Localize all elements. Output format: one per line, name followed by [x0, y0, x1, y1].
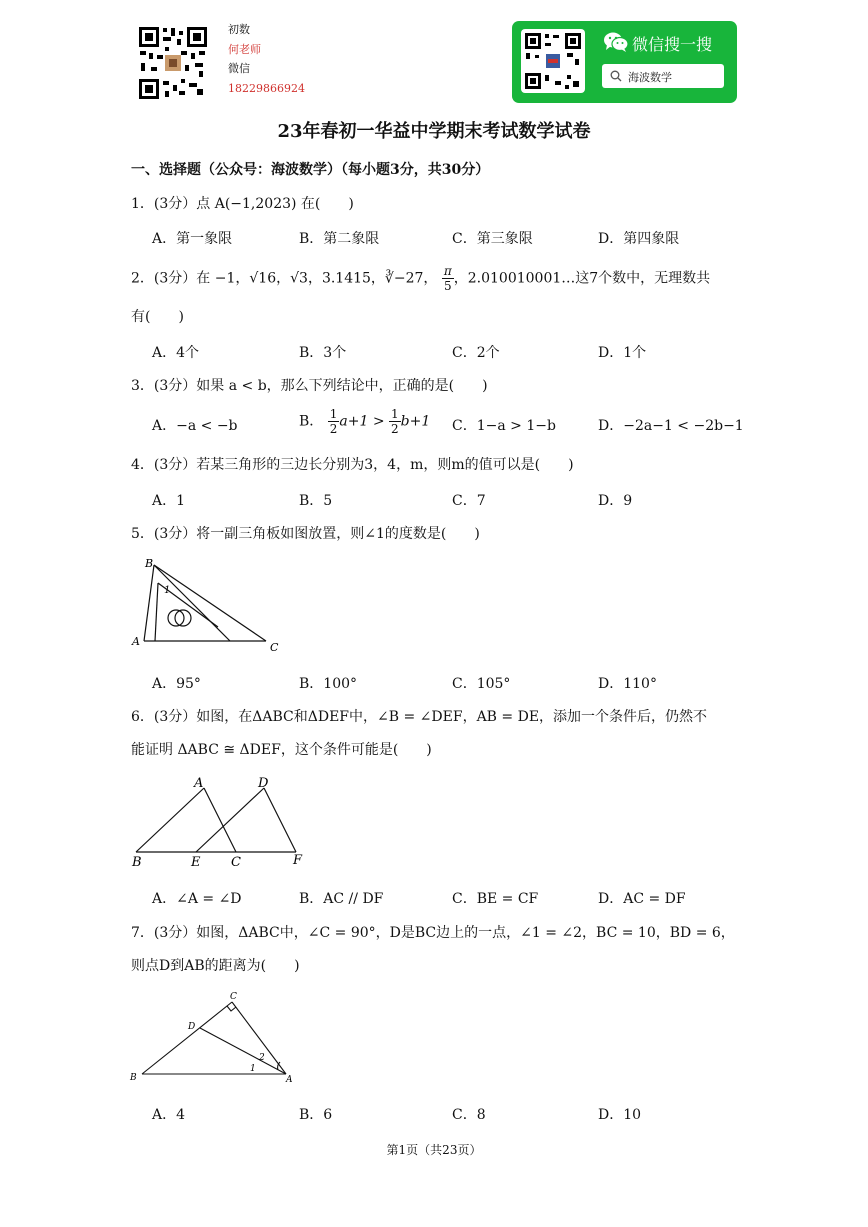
- q7-option-a[interactable]: A．4: [152, 1107, 186, 1123]
- wechat-search-card[interactable]: [512, 21, 737, 103]
- q6-figure: [128, 770, 308, 870]
- q7-label-1: 1: [250, 1064, 256, 1074]
- wechat-search-title: 微信搜一搜: [632, 35, 713, 54]
- q5-label-1: 1: [164, 585, 171, 596]
- q6-label-a: A: [194, 776, 204, 791]
- question-4-stem: 4．(3分）若某三角形的三边长分别为3，4，m，则m的值可以是( ): [131, 457, 574, 473]
- q1-option-c[interactable]: C．第三象限: [452, 231, 533, 247]
- q7-label-a: A: [286, 1075, 293, 1085]
- q2-pi-fraction: [442, 264, 454, 293]
- q3-half-right: [389, 407, 401, 436]
- q5-figure: [128, 555, 288, 655]
- question-2-stem-continued: 有( ): [131, 309, 184, 325]
- q3-option-d[interactable]: D．−2a−1 < −2b−1: [598, 418, 744, 434]
- q3-half-left-den: 2: [329, 422, 338, 436]
- qr-code-left: [137, 25, 209, 101]
- contact-name: 何老师: [228, 42, 261, 56]
- wechat-search-box[interactable]: [602, 64, 724, 88]
- q6-option-d[interactable]: D．AC = DF: [598, 891, 686, 907]
- q7-option-b[interactable]: B．6: [299, 1107, 333, 1123]
- q3-option-b-letter: B．: [299, 413, 324, 430]
- q7-option-d[interactable]: D．10: [598, 1107, 642, 1123]
- q3-half-right-num: 1: [391, 407, 399, 421]
- q3-option-b-right: b+1: [400, 413, 431, 430]
- q5-triangle-edge-1: [154, 565, 230, 641]
- q3-option-a[interactable]: A．−a < −b: [152, 418, 238, 434]
- q5-protractor-circle-2: [175, 610, 191, 626]
- q4-option-d[interactable]: D．9: [598, 493, 633, 509]
- contact-phone: 18229866924: [228, 81, 305, 95]
- q6-option-a[interactable]: A．∠A = ∠D: [152, 891, 242, 907]
- q1-option-d[interactable]: D．第四象限: [598, 231, 680, 247]
- q2-pi: π: [443, 264, 452, 278]
- q5-line-ab: [144, 565, 154, 641]
- q2-five: 5: [443, 279, 452, 293]
- question-6-stem: 6．(3分）如图，在ΔABC和ΔDEF中，∠B = ∠DEF，AB = DE，添加一个条件后，仍然不: [131, 709, 708, 725]
- q3-half-left-num: 1: [329, 407, 338, 421]
- q7-label-b: B: [130, 1073, 137, 1083]
- q5-option-b[interactable]: B．100°: [299, 676, 358, 692]
- q7-figure: [128, 988, 298, 1088]
- q5-protractor-circle-1: [168, 610, 184, 626]
- q6-label-d: D: [258, 776, 269, 791]
- question-7-stem-continued: 则点D到AB的距离为( ): [131, 958, 300, 974]
- q6-line-df: [264, 788, 296, 852]
- q6-label-f: F: [293, 853, 303, 868]
- q1-option-b[interactable]: B．第二象限: [299, 231, 380, 247]
- q5-label-c: C: [270, 641, 279, 654]
- q4-option-b[interactable]: B．5: [299, 493, 333, 509]
- q7-label-d: D: [188, 1022, 196, 1032]
- q2-option-a[interactable]: A．4个: [152, 345, 200, 361]
- q5-label-a: A: [132, 635, 140, 648]
- q2-stem-part-c: ，2.010010001…这7个数中，无理数共: [453, 270, 711, 287]
- q6-label-b: B: [132, 855, 142, 870]
- section-heading: 一、选择题（公众号：海波数学）（每小题3分，共30分）: [131, 162, 490, 178]
- qr-code-right: [521, 29, 585, 93]
- search-icon: [610, 70, 622, 86]
- question-3-stem: 3．(3分）如果 a < b，那么下列结论中，正确的是( ): [131, 378, 488, 394]
- q6-line-ba: [136, 788, 204, 852]
- q3-option-c[interactable]: C．1−a > 1−b: [452, 418, 556, 434]
- q3-half-left: [328, 407, 340, 436]
- question-1-stem: 1．(3分）点 A(−1,2023) 在( ): [131, 196, 354, 212]
- q7-line-ca: [232, 1002, 286, 1074]
- q7-line-da: [200, 1028, 286, 1074]
- q3-option-b-left: a+1 >: [339, 413, 385, 430]
- q6-line-ac: [204, 788, 236, 852]
- q5-label-b: B: [145, 557, 154, 570]
- q7-label-c: C: [230, 992, 237, 1002]
- q5-line-bc: [154, 565, 266, 641]
- q5-option-d[interactable]: D．110°: [598, 676, 657, 692]
- q5-option-a[interactable]: A．95°: [152, 676, 201, 692]
- contact-subject: 初数: [228, 23, 250, 36]
- wechat-logo-icon: [603, 31, 629, 57]
- page-footer: 第1页（共23页）: [386, 1143, 482, 1157]
- q4-option-a[interactable]: A．1: [152, 493, 186, 509]
- q5-triangle-edge-3: [155, 583, 158, 641]
- q7-right-angle-mark: [227, 1006, 236, 1011]
- contact-wechat-label: 微信: [228, 62, 250, 75]
- q4-option-c[interactable]: C．7: [452, 493, 486, 509]
- q2-option-d[interactable]: D．1个: [598, 345, 647, 361]
- exam-title: 23年春初一华益中学期末考试数学试卷: [277, 121, 591, 142]
- q6-line-ed: [196, 788, 264, 852]
- q3-option-b[interactable]: [299, 407, 430, 436]
- q2-option-b[interactable]: B．3个: [299, 345, 347, 361]
- q2-stem-part-b: √16，√3，3.1415，∛−27，: [249, 270, 438, 287]
- question-6-stem-continued: 能证明 ΔABC ≅ ΔDEF，这个条件可能是( ): [131, 742, 432, 758]
- question-2-stem: [131, 264, 710, 293]
- question-5-stem: 5．(3分）将一副三角板如图放置，则∠1的度数是( ): [131, 526, 480, 542]
- q5-option-c[interactable]: C．105°: [452, 676, 511, 692]
- q2-stem-part-a: 2．(3分）在 −1，: [131, 270, 250, 287]
- q6-label-c: C: [231, 855, 241, 870]
- q7-option-c[interactable]: C．8: [452, 1107, 486, 1123]
- question-7-stem: 7．(3分）如图，ΔABC中，∠C = 90°，D是BC边上的一点，∠1 = ∠2，BC = 10，BD = 6，: [131, 925, 735, 941]
- q1-option-a[interactable]: A．第一象限: [152, 231, 233, 247]
- q7-label-2: 2: [259, 1053, 265, 1063]
- wechat-search-text: 海波数学: [628, 71, 672, 84]
- q2-option-c[interactable]: C．2个: [452, 345, 500, 361]
- q6-option-b[interactable]: B．AC // DF: [299, 891, 384, 907]
- q3-half-right-den: 2: [391, 422, 399, 436]
- q6-label-e: E: [191, 855, 201, 870]
- teacher-contact: [228, 20, 305, 98]
- q6-option-c[interactable]: C．BE = CF: [452, 891, 539, 907]
